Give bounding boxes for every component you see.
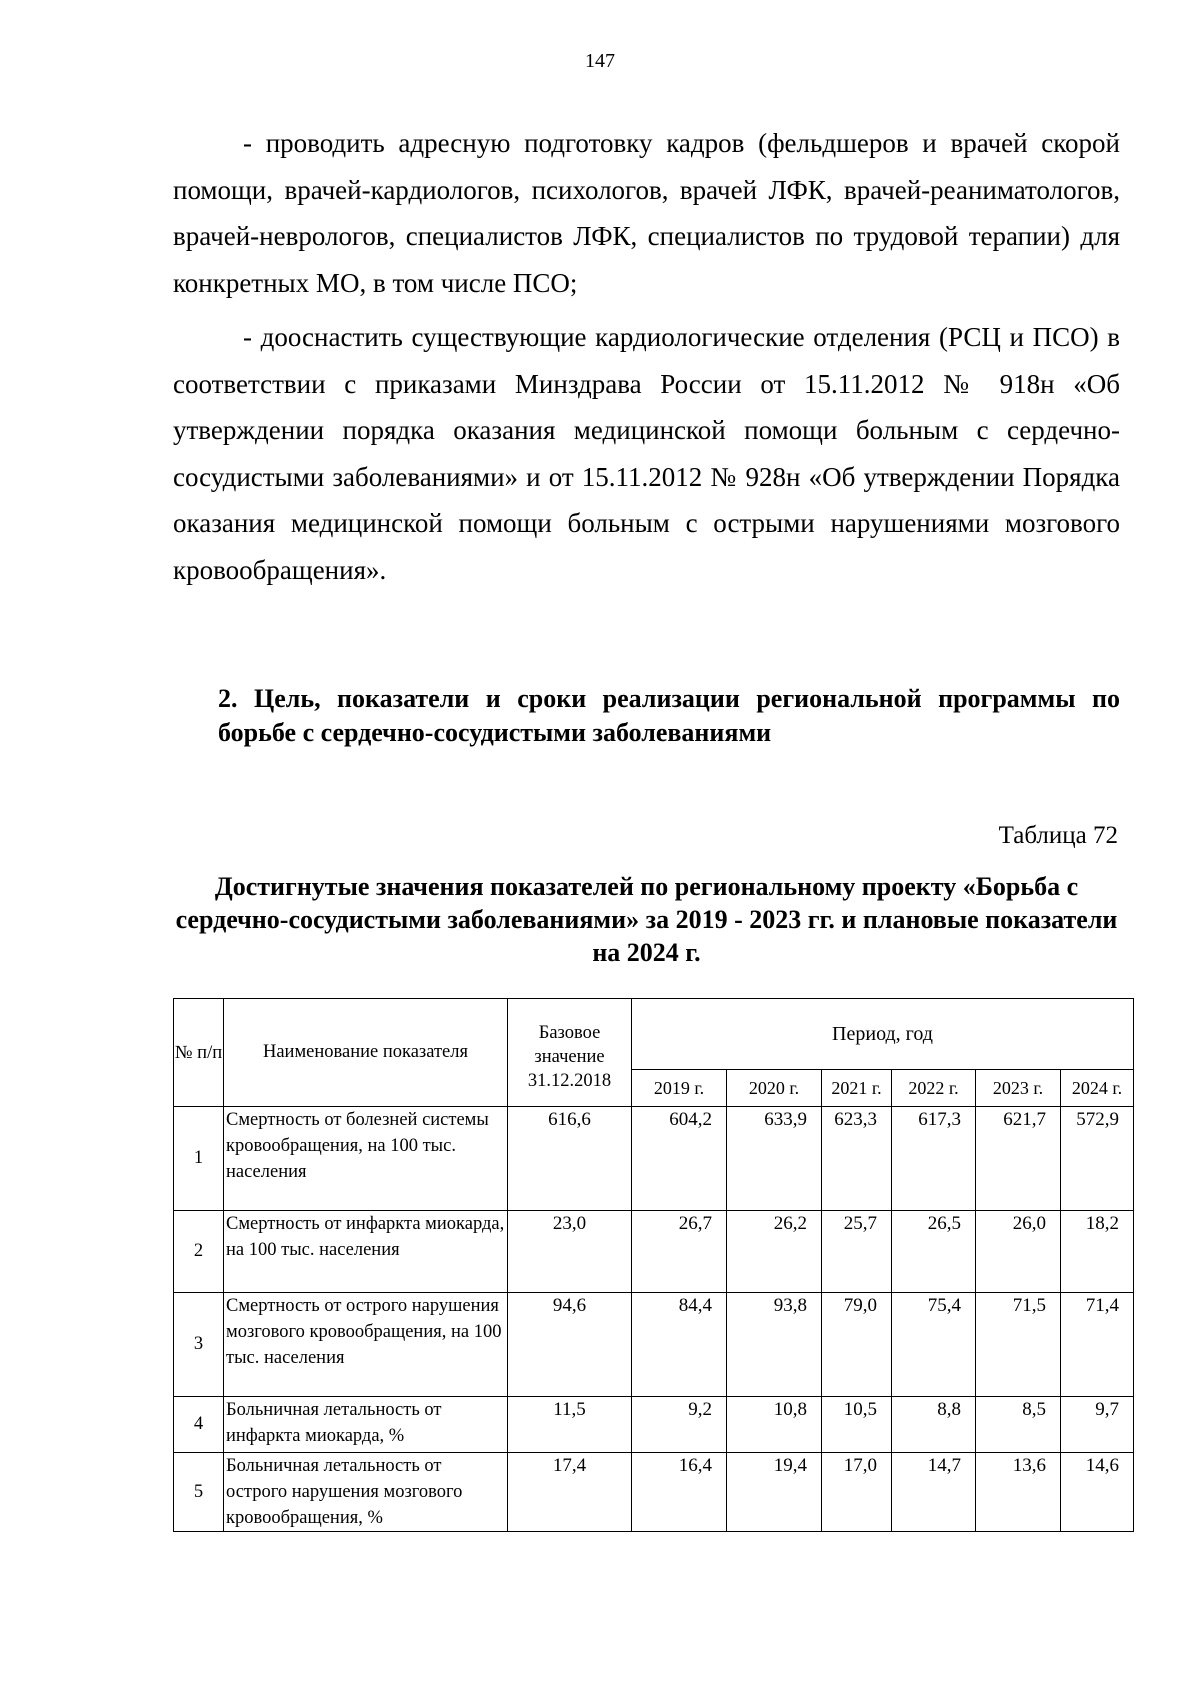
year-value: 617,3	[892, 1107, 976, 1211]
year-value: 17,0	[822, 1453, 892, 1532]
row-number: 2	[174, 1211, 224, 1293]
year-value: 10,5	[822, 1397, 892, 1453]
table-label: Таблица 72	[998, 822, 1118, 849]
table-row	[174, 1107, 1134, 1211]
paragraph: - проводить адресную подготовку кадров (фельдшеров и врачей скорой помощи, врачей-кардиологов, психологов, врачей ЛФК, врачей-реаниматологов, врачей-неврологов, специалистов ЛФК, специалистов по трудовой терапии) для конкретных МО, в том числе ПСО;	[173, 128, 1120, 298]
indicator-name: Смертность от инфаркта миокарда, на 100 тыс. населения	[224, 1211, 508, 1293]
year-value: 25,7	[822, 1211, 892, 1293]
year-value: 572,9	[1061, 1107, 1134, 1211]
year-value: 14,6	[1061, 1453, 1134, 1532]
year-value: 10,8	[727, 1397, 822, 1453]
row-number: 5	[174, 1453, 224, 1532]
indicators-table	[173, 998, 1134, 1532]
row-number: 3	[174, 1293, 224, 1397]
section-heading: 2. Цель, показатели и сроки реализации региональной программы по борьбе с сердечно-сосудистыми заболеваниями	[218, 684, 1120, 747]
table-row	[174, 1453, 1134, 1532]
year-value: 621,7	[976, 1107, 1061, 1211]
year-value: 14,7	[892, 1453, 976, 1532]
row-number: 4	[174, 1397, 224, 1453]
header-year: 2020 г.	[727, 1070, 822, 1107]
page-number: 147	[585, 50, 615, 72]
year-value: 604,2	[632, 1107, 727, 1211]
year-value: 18,2	[1061, 1211, 1134, 1293]
base-value: 17,4	[508, 1453, 632, 1532]
header-name: Наименование показателя	[224, 999, 508, 1107]
year-value: 26,7	[632, 1211, 727, 1293]
header-year: 2021 г.	[822, 1070, 892, 1107]
year-value: 84,4	[632, 1293, 727, 1397]
year-value: 71,5	[976, 1293, 1061, 1397]
indicator-name: Смертность от острого нарушения мозгового кровообращения, на 100 тыс. населения	[224, 1293, 508, 1397]
table-row	[174, 1397, 1134, 1453]
year-value: 13,6	[976, 1453, 1061, 1532]
table-title: Достигнутые значения показателей по региональному проекту «Борьба с сердечно-сосудистыми заболеваниями» за 2019 - 2023 гг. и плановые показатели на 2024 г.	[175, 872, 1118, 967]
header-year: 2024 г.	[1061, 1070, 1134, 1107]
row-number: 1	[174, 1107, 224, 1211]
year-value: 26,5	[892, 1211, 976, 1293]
header-year: 2023 г.	[976, 1070, 1061, 1107]
base-value: 616,6	[508, 1107, 632, 1211]
header-base: Базовое значение 31.12.2018	[508, 999, 632, 1107]
year-value: 9,7	[1061, 1397, 1134, 1453]
table-row	[174, 1293, 1134, 1397]
paragraph: - дооснастить существующие кардиологические отделения (РСЦ и ПСО) в соответствии с приказами Минздрава России от 15.11.2012 № 918н «Об утверждении порядка оказания медицинской помощи больным с сердечно-сосудистыми заболеваниями» и от 15.11.2012 № 928н «Об утверждении Порядка оказания медицинской помощи больным с острыми нарушениями мозгового кровообращения».	[173, 322, 1120, 585]
year-value: 71,4	[1061, 1293, 1134, 1397]
header-period: Период, год	[632, 999, 1134, 1070]
header-year: 2022 г.	[892, 1070, 976, 1107]
year-value: 623,3	[822, 1107, 892, 1211]
indicator-name: Больничная летальность от острого нарушения мозгового кровообращения, %	[224, 1453, 508, 1532]
base-value: 23,0	[508, 1211, 632, 1293]
year-value: 8,5	[976, 1397, 1061, 1453]
header-num: № п/п	[174, 999, 224, 1107]
year-value: 8,8	[892, 1397, 976, 1453]
year-value: 93,8	[727, 1293, 822, 1397]
year-value: 16,4	[632, 1453, 727, 1532]
year-value: 19,4	[727, 1453, 822, 1532]
table-row	[174, 1211, 1134, 1293]
year-value: 633,9	[727, 1107, 822, 1211]
indicator-name: Смертность от болезней системы кровообращения, на 100 тыс. населения	[224, 1107, 508, 1211]
indicator-name: Больничная летальность от инфаркта миокарда, %	[224, 1397, 508, 1453]
year-value: 79,0	[822, 1293, 892, 1397]
year-value: 75,4	[892, 1293, 976, 1397]
header-year: 2019 г.	[632, 1070, 727, 1107]
base-value: 94,6	[508, 1293, 632, 1397]
year-value: 9,2	[632, 1397, 727, 1453]
year-value: 26,2	[727, 1211, 822, 1293]
base-value: 11,5	[508, 1397, 632, 1453]
year-value: 26,0	[976, 1211, 1061, 1293]
